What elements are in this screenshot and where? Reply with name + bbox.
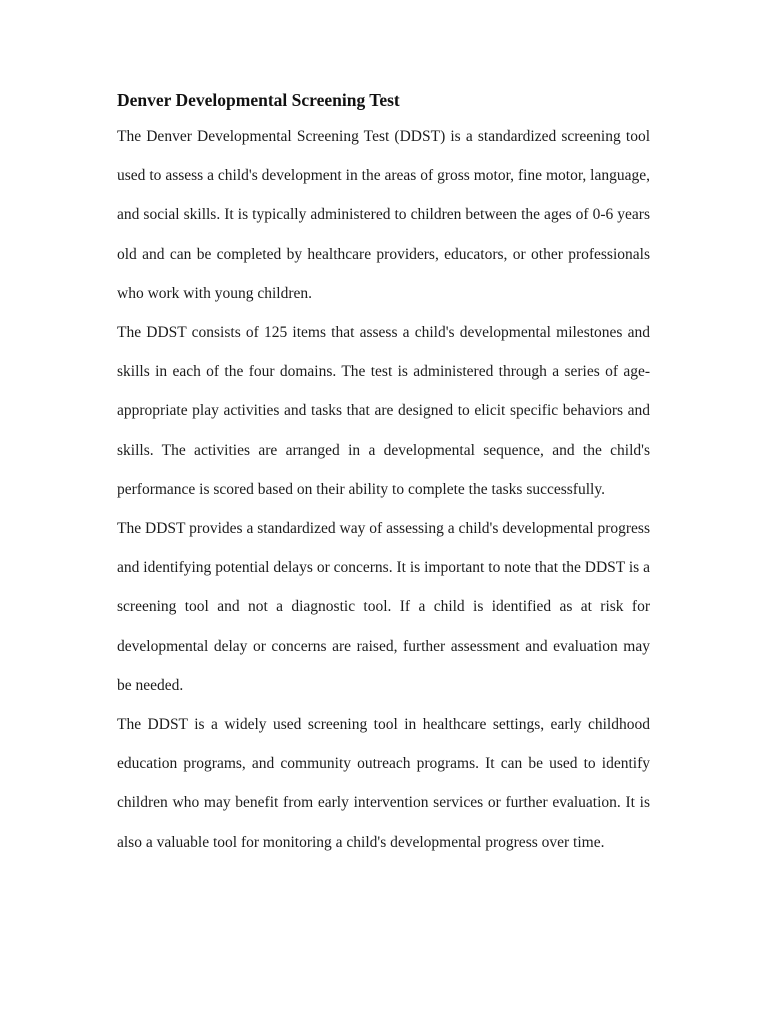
paragraph-intro: The Denver Developmental Screening Test (DDST) is a standardized screening tool used to assess a child's development in the areas of gross motor, fine motor, language, and social skills. It is typically administered to children between the ages of 0-6 years old and can be completed by healthcare providers, educators, or other professionals who work with young children. [117, 128, 650, 302]
document-body [117, 87, 650, 862]
paragraph-usage: The DDST is a widely used screening tool in healthcare settings, early childhood education programs, and community outreach programs. It can be used to identify children who may benefit from early intervention services or further evaluation. It is also a valuable tool for monitoring a child's developmental progress over time. [117, 716, 650, 851]
paragraph-screening-purpose: The DDST provides a standardized way of assessing a child's developmental progress and identifying potential delays or concerns. It is important to note that the DDST is a screening tool and not a diagnostic tool. If a child is identified as at risk for developmental delay or concerns are raised, further assessment and evaluation may be needed. [117, 520, 650, 694]
paragraph-test-items: The DDST consists of 125 items that assess a child's developmental milestones and skills in each of the four domains. The test is administered through a series of age-appropriate play activities and tasks that are designed to elicit specific behaviors and skills. The activities are arranged in a developmental sequence, and the child's performance is scored based on their ability to complete the tasks successfully. [117, 324, 650, 498]
document-title: Denver Developmental Screening Test [117, 90, 400, 110]
